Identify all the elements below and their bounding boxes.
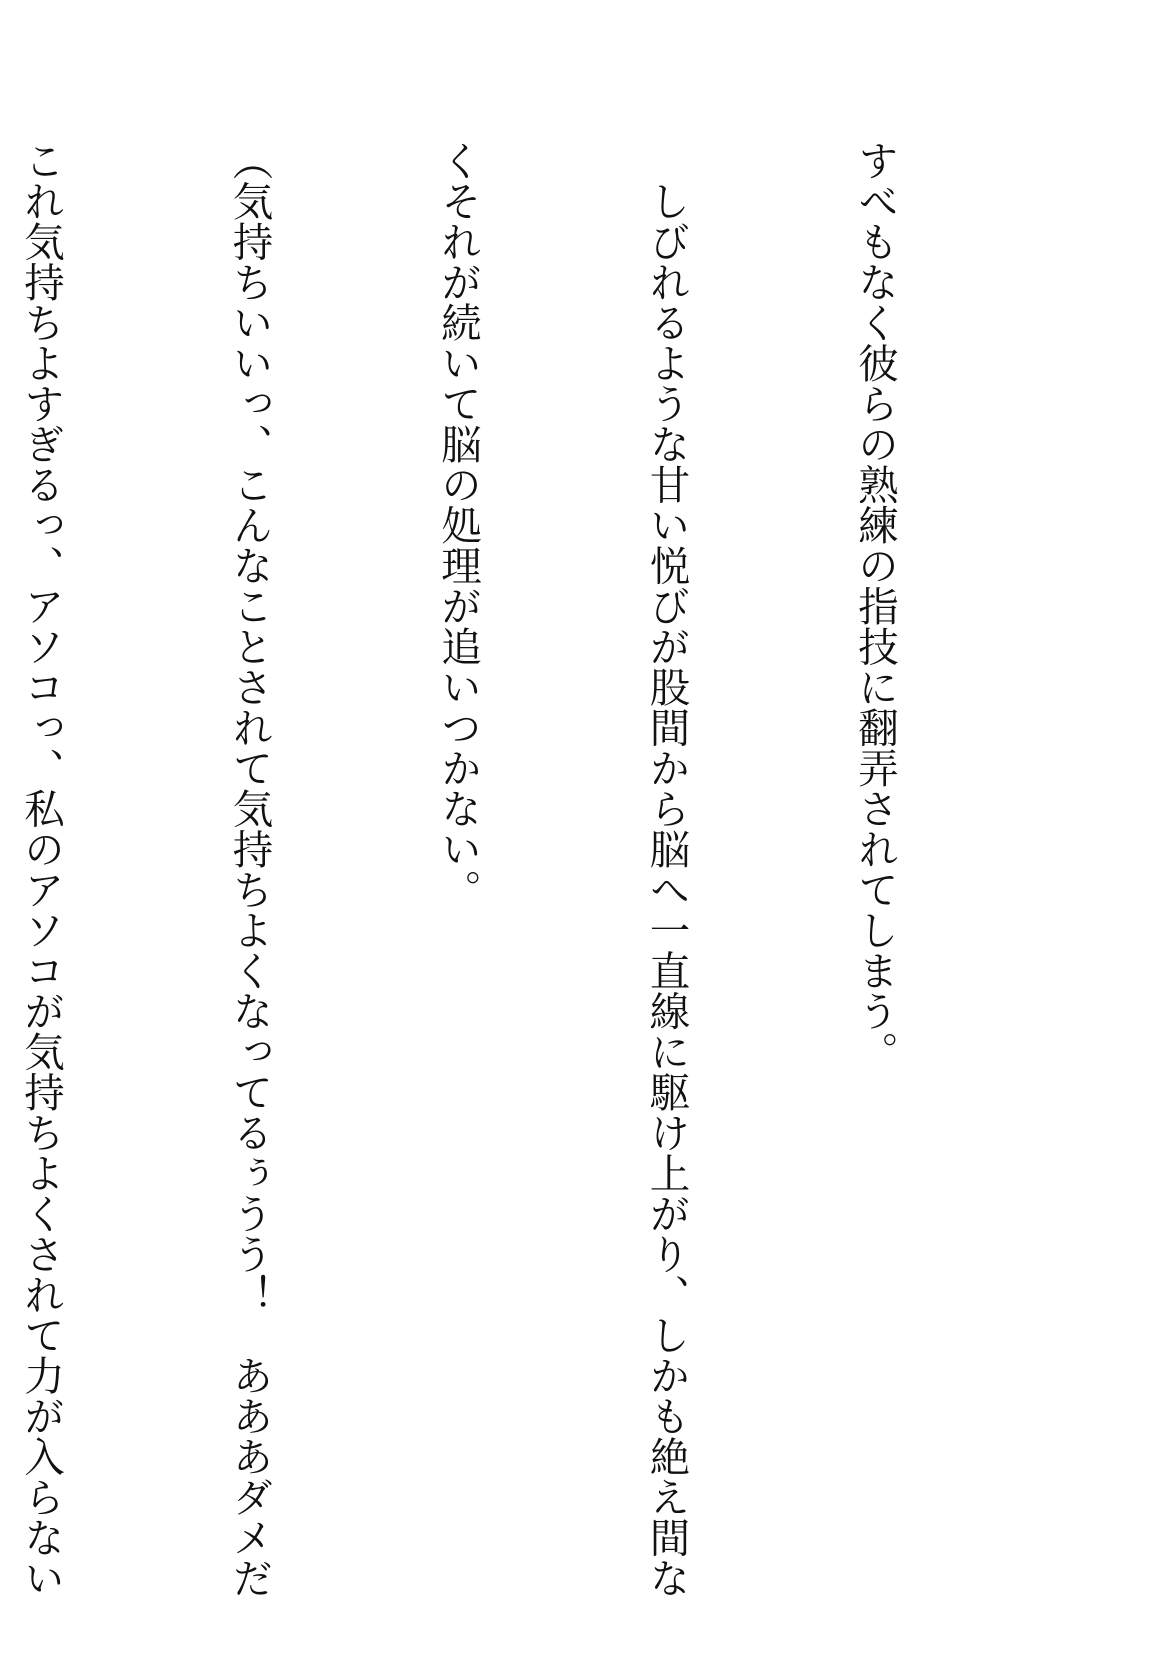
text-line-3: くそれが続いて脳の処理が追いつかない。 xyxy=(434,140,482,910)
text-line-5: これ気持ちよすぎるっ、アソコっ、私のアソコが気持ちよくされて力が入らない xyxy=(17,140,65,1598)
text-line-1: すべもなく彼らの熟練の指技に翻弄されてしまう。 xyxy=(851,140,899,1072)
text-line-4: （気持ちいいっ、こんなことされて気持ちよくなってるぅうう！ あああダメだ xyxy=(225,140,274,1598)
vertical-text-body xyxy=(0,140,1048,1598)
text-line-2: しびれるような甘い悦びが股間から脳へ一直線に駆け上がり、しかも絶え間な xyxy=(642,140,691,1598)
